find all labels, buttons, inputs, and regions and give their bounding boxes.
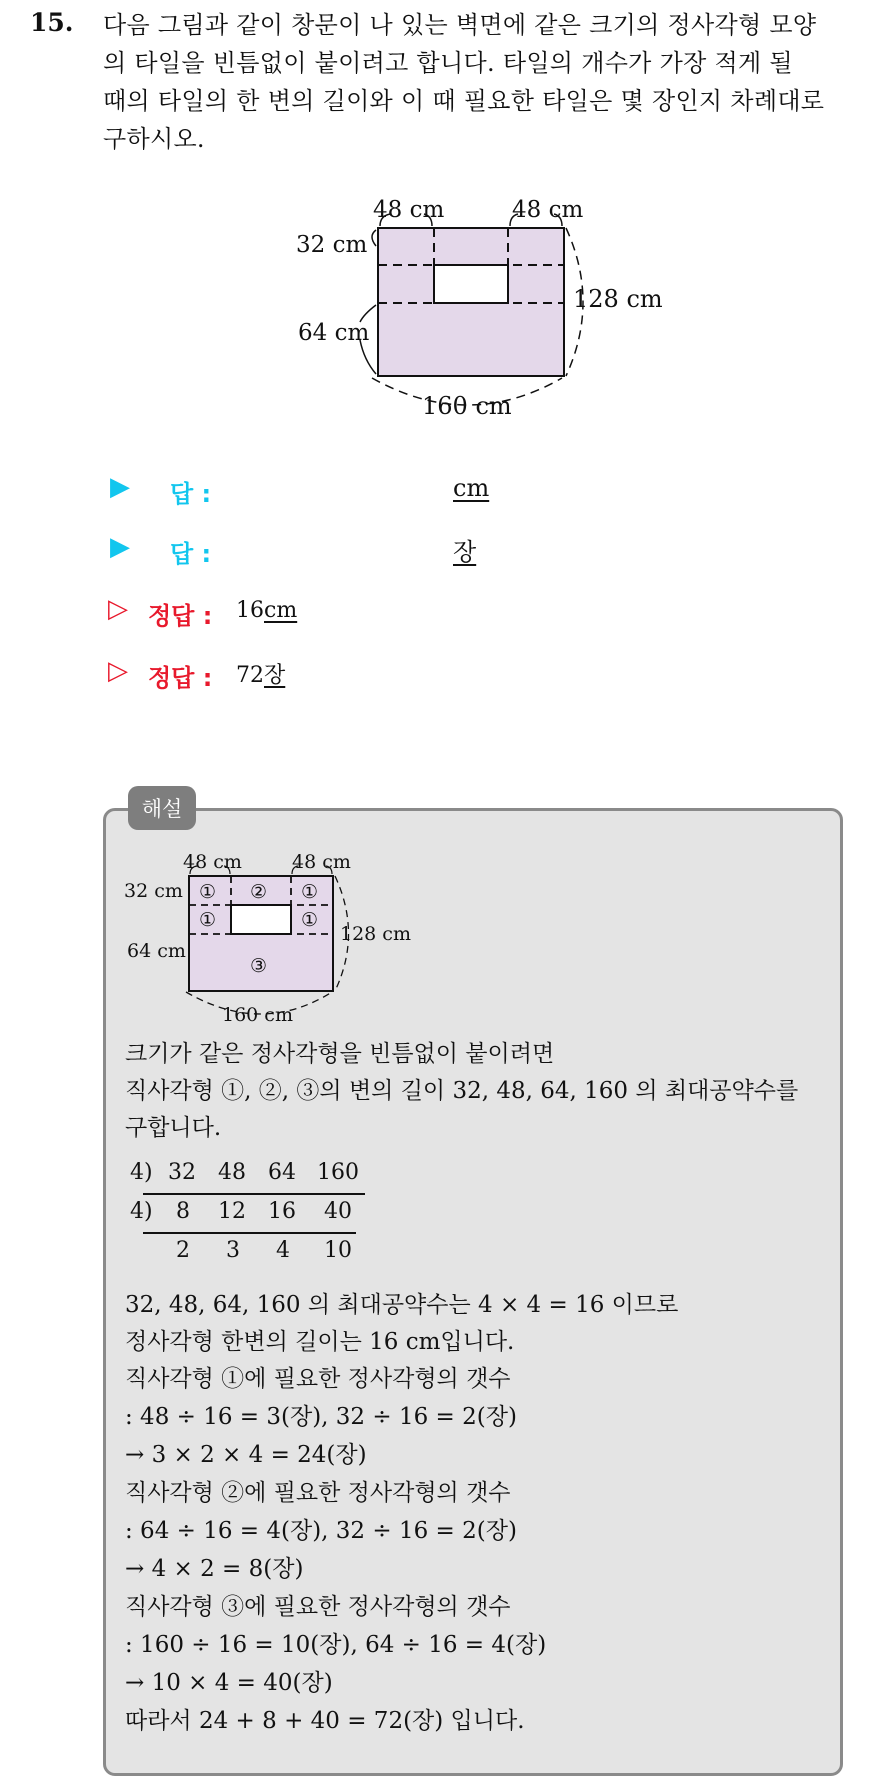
correct-arrow-icon: ▷ xyxy=(108,594,128,624)
solution-line: → 3 × 2 × 4 = 24(장) xyxy=(125,1442,367,1468)
correct-answer-1 xyxy=(236,598,297,623)
question-line: 다음 그림과 같이 창문이 나 있는 벽면에 같은 크기의 정사각형 모양 xyxy=(103,11,817,39)
solution-line: 직사각형 ②에 필요한 정사각형의 갯수 xyxy=(125,1480,511,1506)
division-value: 16 xyxy=(268,1199,296,1224)
division-value: 12 xyxy=(218,1199,246,1224)
solution-line: → 10 × 4 = 40(장) xyxy=(125,1670,333,1696)
fig-label-left-bottom: 64 cm xyxy=(298,320,370,346)
question-number: 15. xyxy=(30,8,74,37)
solution-line: 정사각형 한변의 길이는 16 cm입니다. xyxy=(125,1329,515,1355)
solution-line: : 64 ÷ 16 = 4(장), 32 ÷ 16 = 2(장) xyxy=(125,1518,517,1544)
division-value: 4 xyxy=(276,1238,290,1263)
correct-arrow-icon: ▷ xyxy=(108,656,128,686)
division-value: 48 xyxy=(218,1160,246,1185)
division-divisor: 4) xyxy=(130,1199,153,1224)
division-value: 8 xyxy=(176,1199,190,1224)
region-mark-2: ② xyxy=(250,881,268,903)
sol-label-left-bottom: 64 cm xyxy=(127,940,186,962)
sol-label-bottom: 160 cm xyxy=(222,1004,293,1026)
sol-label-top-left: 48 cm xyxy=(183,851,242,873)
solution-line: : 48 ÷ 16 = 3(장), 32 ÷ 16 = 2(장) xyxy=(125,1404,517,1430)
region-mark-3: ③ xyxy=(250,955,268,977)
correct-unit: cm xyxy=(264,598,298,623)
correct-unit: 장 xyxy=(264,663,286,688)
solution-line: 구합니다. xyxy=(125,1115,222,1141)
division-value: 3 xyxy=(226,1238,240,1263)
solution-tag: 해설 xyxy=(128,786,196,830)
division-value: 160 xyxy=(317,1160,359,1185)
sol-label-top-right: 48 cm xyxy=(292,851,351,873)
division-value: 40 xyxy=(324,1199,352,1224)
region-mark-1: ① xyxy=(199,909,217,931)
solution-line: 직사각형 ③에 필요한 정사각형의 갯수 xyxy=(125,1594,511,1620)
correct-answer-2 xyxy=(236,658,285,689)
region-mark-1: ① xyxy=(301,881,319,903)
division-value: 10 xyxy=(324,1238,352,1263)
wall-figure xyxy=(0,0,884,440)
division-value: 32 xyxy=(168,1160,196,1185)
solution-line: : 160 ÷ 16 = 10(장), 64 ÷ 16 = 4(장) xyxy=(125,1632,547,1658)
fig-label-top-right: 48 cm xyxy=(512,197,584,223)
answer-label: 답 : xyxy=(170,480,212,508)
window-rect xyxy=(434,265,508,303)
division-value: 2 xyxy=(176,1238,190,1263)
correct-label: 정답 : xyxy=(148,602,213,630)
correct-label: 정답 : xyxy=(148,664,213,692)
fig-label-right: 128 cm xyxy=(573,285,663,313)
sol-label-right: 128 cm xyxy=(340,923,411,945)
answer-label: 답 : xyxy=(170,540,212,568)
solution-line: 따라서 24 + 8 + 40 = 72(장) 입니다. xyxy=(125,1708,525,1734)
division-rule xyxy=(143,1193,365,1195)
division-value: 64 xyxy=(268,1160,296,1185)
answer-arrow-icon: ▶ xyxy=(110,472,130,502)
solution-line: → 4 × 2 = 8(장) xyxy=(125,1556,304,1582)
answer-unit: cm xyxy=(453,474,490,502)
fig-label-top-left: 48 cm xyxy=(373,197,445,223)
region-mark-1: ① xyxy=(199,881,217,903)
sol-label-left-top: 32 cm xyxy=(124,880,183,902)
correct-value: 16 xyxy=(236,598,264,623)
answer-arrow-icon: ▶ xyxy=(110,532,130,562)
solution-line: 직사각형 ①에 필요한 정사각형의 갯수 xyxy=(125,1366,511,1392)
region-mark-1: ① xyxy=(301,909,319,931)
fig-label-left-top: 32 cm xyxy=(296,232,368,258)
solution-line: 크기가 같은 정사각형을 빈틈없이 붙이려면 xyxy=(125,1041,555,1067)
question-line: 때의 타일의 한 변의 길이와 이 때 필요한 타일은 몇 장인지 차례대로 xyxy=(103,87,825,115)
fig-label-bottom: 160 cm xyxy=(422,392,512,420)
answer-unit: 장 xyxy=(453,538,477,566)
solution-figure xyxy=(0,840,884,1030)
solution-line: 직사각형 ①, ②, ③의 변의 길이 32, 48, 64, 160 의 최대공약수를 xyxy=(125,1078,799,1104)
solution-line: 32, 48, 64, 160 의 최대공약수는 4 × 4 = 16 이므로 xyxy=(125,1292,679,1318)
division-divisor: 4) xyxy=(130,1160,153,1185)
question-line: 구하시오. xyxy=(103,125,205,153)
division-rule xyxy=(143,1232,356,1234)
question-line: 의 타일을 빈틈없이 붙이려고 합니다. 타일의 개수가 가장 적게 될 xyxy=(103,49,793,77)
correct-value: 72 xyxy=(236,663,264,688)
